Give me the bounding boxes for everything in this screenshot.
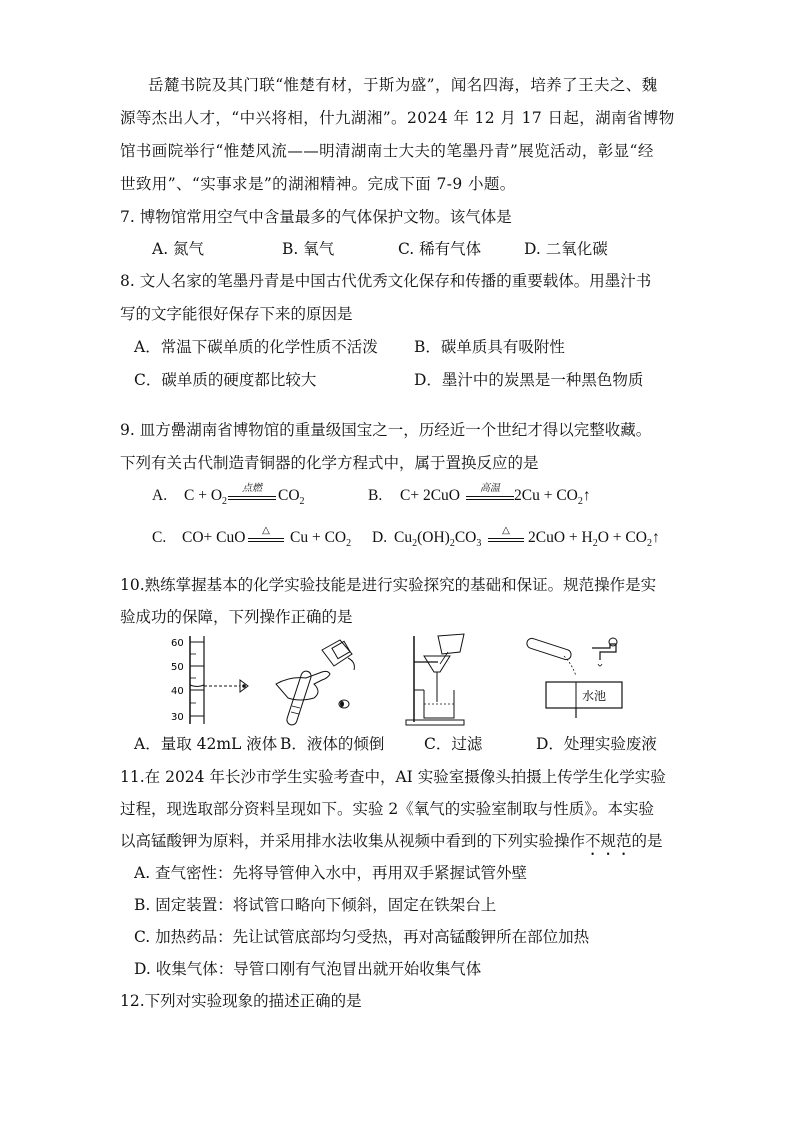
q11-option-c: C. 加热药品：先让试管底部均匀受热，再对高锰酸钾所在部位加热 bbox=[134, 928, 590, 946]
q10-option-b: B．液体的倾倒 bbox=[280, 735, 385, 753]
q9-option-d-products: $2CuO + H_2O$ + $CO_2↑$ bbox=[528, 529, 660, 550]
q9-option-b-condition: 高温 bbox=[466, 484, 514, 500]
q10-option-d: D．处理实验废液 bbox=[536, 735, 657, 753]
cylinder-tick-label: 30 bbox=[171, 712, 184, 723]
q10-stem-2: 验成功的保障，下列操作正确的是 bbox=[120, 608, 353, 626]
q11-stem-2: 过程，现选取部分资料呈现如下。实验 2《氧气的实验室制取与性质》。本实验 bbox=[120, 800, 655, 818]
q10-option-c: C．过滤 bbox=[424, 735, 483, 753]
q9-option-a-reactants: $C + O_2$ bbox=[184, 487, 228, 508]
q8-option-a: A．常温下碳单质的化学性质不活泼 bbox=[134, 338, 378, 356]
graduated-cylinder-figure bbox=[160, 632, 260, 728]
cylinder-tick-label: 60 bbox=[171, 638, 184, 649]
q9-option-d-label: D. bbox=[372, 529, 388, 546]
liquid-pouring-figure bbox=[270, 632, 380, 728]
intro-line-2: 源等杰出人才，“中兴将相，什九湖湘”。2024 年 12 月 17 日起，湖南省博物 bbox=[120, 109, 675, 127]
waste-disposal-figure bbox=[520, 636, 630, 726]
cylinder-tick-label: 40 bbox=[171, 686, 184, 697]
q10-stem-1: 10.熟练掌握基本的化学实验技能是进行实验探究的基础和保证。规范操作是实 bbox=[120, 576, 657, 594]
q9-option-c-label: C. bbox=[152, 529, 167, 546]
q11-option-b: B. 固定装置：将试管口略向下倾斜，固定在铁架台上 bbox=[134, 896, 497, 914]
q9-option-d-condition: △ bbox=[488, 526, 524, 542]
q7-option-a: A. 氮气 bbox=[152, 240, 205, 258]
q7-option-d: D. 二氧化碳 bbox=[524, 240, 608, 258]
q12-stem: 12.下列对实验现象的描述正确的是 bbox=[120, 992, 362, 1010]
q7-option-c: C. 稀有气体 bbox=[398, 240, 482, 258]
q9-option-c-reactants: CO+ CuO bbox=[182, 529, 246, 546]
q8-option-b: B．碳单质具有吸附性 bbox=[414, 338, 565, 356]
q11-stem-3: 以高锰酸钾为原料，并采用排水法收集从视频中看到的下列实验操作不规范的是 bbox=[120, 832, 663, 850]
q8-option-d: D．墨汁中的炭黑是一种黑色物质 bbox=[414, 371, 644, 389]
intro-line-1: 岳麓书院及其门联“惟楚有材，于斯为盛”，闻名四海，培养了王夫之、魏 bbox=[148, 76, 658, 94]
cylinder-tick-label: 50 bbox=[171, 662, 184, 673]
q9-option-c-products: $Cu + CO_2$ bbox=[290, 529, 352, 550]
filtration-figure bbox=[402, 632, 472, 728]
q8-option-c: C．碳单质的硬度都比较大 bbox=[134, 371, 317, 389]
q10-option-a: A．量取 42mL 液体 bbox=[134, 735, 278, 753]
q9-option-b-products: $2Cu + CO_2↑$ bbox=[514, 487, 591, 508]
q9-option-b-reactants: C+ 2CuO bbox=[400, 487, 460, 504]
emphasis-not-standard: 不规范 bbox=[585, 832, 632, 850]
q9-option-c-condition: △ bbox=[248, 526, 284, 542]
q8-stem-1: 8. 文人名家的笔墨丹青是中国古代优秀文化保存和传播的重要载体。用墨汁书 bbox=[120, 272, 652, 290]
q9-option-a-label: A. bbox=[152, 487, 168, 504]
q11-stem-1: 11.在 2024 年长沙市学生实验考查中，AI 实验室摄像头拍摄上传学生化学实验 bbox=[120, 768, 666, 786]
q9-option-d-reactants: $Cu_2(OH)_2CO_3$ bbox=[394, 529, 482, 550]
q7-stem: 7. 博物馆常用空气中含量最多的气体保护文物。该气体是 bbox=[120, 208, 512, 226]
q9-option-b-label: B. bbox=[368, 487, 383, 504]
q11-option-d: D. 收集气体：导管口刚有气泡冒出就开始收集气体 bbox=[134, 960, 482, 978]
q11-option-a: A. 查气密性：先将导管伸入水中，再用双手紧握试管外壁 bbox=[134, 864, 528, 882]
q7-option-b: B. 氧气 bbox=[282, 240, 335, 258]
intro-line-3: 馆书画院举行“惟楚风流——明清湖南士大夫的笔墨丹青”展览活动，彰显“经 bbox=[120, 142, 654, 160]
q9-stem-1: 9. 皿方罍湖南省博物馆的重量级国宝之一，历经近一个世纪才得以完整收藏。 bbox=[120, 421, 652, 439]
sink-label: 水池 bbox=[582, 689, 607, 703]
intro-line-4: 世致用”、“实事求是”的湖湘精神。完成下面 7-9 小题。 bbox=[120, 175, 516, 193]
q8-stem-2: 写的文字能很好保存下来的原因是 bbox=[120, 305, 353, 323]
q9-stem-2: 下列有关古代制造青铜器的化学方程式中，属于置换反应的是 bbox=[120, 454, 539, 472]
q9-option-a-condition: 点燃 bbox=[228, 484, 276, 500]
q9-option-a-products: $CO_2$ bbox=[278, 487, 305, 508]
